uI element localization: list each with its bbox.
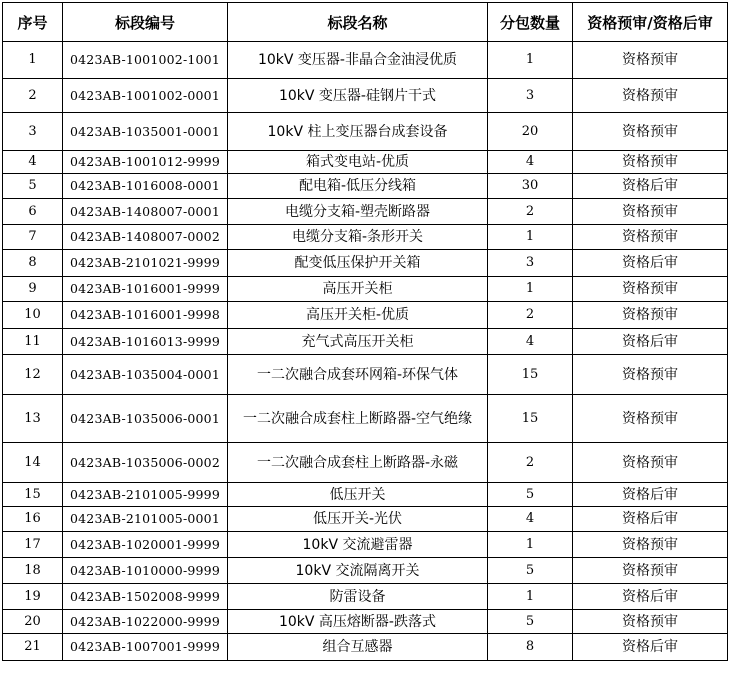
cell-section-code: 0423AB-1035006-0002 — [63, 443, 228, 483]
cell-package-count: 8 — [488, 634, 573, 661]
header-section-name: 标段名称 — [228, 3, 488, 42]
cell-serial-no: 8 — [3, 250, 63, 277]
table-row — [3, 174, 728, 199]
table-row — [3, 558, 728, 584]
cell-qualification: 资格预审 — [573, 395, 728, 443]
cell-qualification: 资格后审 — [573, 174, 728, 199]
cell-serial-no: 1 — [3, 42, 63, 79]
cell-package-count: 5 — [488, 483, 573, 507]
cell-package-count: 3 — [488, 250, 573, 277]
bid-section-table — [2, 2, 728, 661]
cell-section-code: 0423AB-1035001-0001 — [63, 113, 228, 151]
cell-section-code: 0423AB-1001012-9999 — [63, 151, 228, 174]
cell-section-name: 10kV 交流避雷器 — [228, 532, 488, 558]
cell-serial-no: 16 — [3, 507, 63, 532]
cell-section-name: 10kV 柱上变压器台成套设备 — [228, 113, 488, 151]
cell-qualification: 资格预审 — [573, 443, 728, 483]
cell-serial-no: 18 — [3, 558, 63, 584]
cell-section-name: 低压开关-光伏 — [228, 507, 488, 532]
cell-section-code: 0423AB-1035006-0001 — [63, 395, 228, 443]
cell-section-code: 0423AB-1016013-9999 — [63, 329, 228, 355]
cell-serial-no: 5 — [3, 174, 63, 199]
cell-serial-no: 2 — [3, 79, 63, 113]
cell-section-name: 低压开关 — [228, 483, 488, 507]
cell-section-name: 配变低压保护开关箱 — [228, 250, 488, 277]
cell-package-count: 1 — [488, 277, 573, 302]
cell-section-code: 0423AB-1001002-0001 — [63, 79, 228, 113]
cell-qualification: 资格预审 — [573, 610, 728, 634]
header-serial-no: 序号 — [3, 3, 63, 42]
cell-section-code: 0423AB-1010000-9999 — [63, 558, 228, 584]
cell-qualification: 资格预审 — [573, 355, 728, 395]
cell-package-count: 20 — [488, 113, 573, 151]
table-row — [3, 302, 728, 329]
cell-section-name: 组合互感器 — [228, 634, 488, 661]
cell-package-count: 2 — [488, 199, 573, 225]
cell-serial-no: 10 — [3, 302, 63, 329]
table-row — [3, 79, 728, 113]
table-row — [3, 151, 728, 174]
cell-section-code: 0423AB-1001002-1001 — [63, 42, 228, 79]
table-row — [3, 42, 728, 79]
cell-qualification: 资格预审 — [573, 151, 728, 174]
cell-section-name: 高压开关柜-优质 — [228, 302, 488, 329]
cell-section-name: 电缆分支箱-塑壳断路器 — [228, 199, 488, 225]
cell-serial-no: 3 — [3, 113, 63, 151]
cell-qualification: 资格后审 — [573, 250, 728, 277]
header-package-count: 分包数量 — [488, 3, 573, 42]
cell-qualification: 资格后审 — [573, 584, 728, 610]
cell-section-code: 0423AB-1016001-9999 — [63, 277, 228, 302]
table-row — [3, 395, 728, 443]
cell-qualification: 资格预审 — [573, 225, 728, 250]
table-row — [3, 634, 728, 661]
cell-qualification: 资格预审 — [573, 558, 728, 584]
cell-qualification: 资格预审 — [573, 79, 728, 113]
cell-package-count: 4 — [488, 151, 573, 174]
cell-section-name: 防雷设备 — [228, 584, 488, 610]
cell-serial-no: 12 — [3, 355, 63, 395]
cell-package-count: 15 — [488, 395, 573, 443]
cell-qualification: 资格预审 — [573, 302, 728, 329]
cell-section-name: 10kV 交流隔离开关 — [228, 558, 488, 584]
table-row — [3, 250, 728, 277]
cell-serial-no: 13 — [3, 395, 63, 443]
cell-package-count: 15 — [488, 355, 573, 395]
table-row — [3, 584, 728, 610]
cell-section-name: 充气式高压开关柜 — [228, 329, 488, 355]
cell-section-code: 0423AB-1007001-9999 — [63, 634, 228, 661]
cell-section-code: 0423AB-1016001-9998 — [63, 302, 228, 329]
cell-serial-no: 6 — [3, 199, 63, 225]
cell-package-count: 4 — [488, 507, 573, 532]
cell-section-name: 配电箱-低压分线箱 — [228, 174, 488, 199]
cell-qualification: 资格后审 — [573, 329, 728, 355]
table-row — [3, 329, 728, 355]
table-row — [3, 355, 728, 395]
cell-package-count: 5 — [488, 558, 573, 584]
cell-qualification: 资格预审 — [573, 113, 728, 151]
table-row — [3, 277, 728, 302]
cell-qualification: 资格后审 — [573, 483, 728, 507]
table-row — [3, 113, 728, 151]
cell-section-code: 0423AB-1408007-0001 — [63, 199, 228, 225]
cell-package-count: 2 — [488, 443, 573, 483]
cell-serial-no: 15 — [3, 483, 63, 507]
cell-section-name: 一二次融合成套环网箱-环保气体 — [228, 355, 488, 395]
cell-qualification: 资格预审 — [573, 199, 728, 225]
table-row — [3, 199, 728, 225]
cell-section-code: 0423AB-2101021-9999 — [63, 250, 228, 277]
cell-serial-no: 17 — [3, 532, 63, 558]
cell-serial-no: 11 — [3, 329, 63, 355]
cell-package-count: 2 — [488, 302, 573, 329]
cell-package-count: 1 — [488, 584, 573, 610]
cell-section-code: 0423AB-2101005-9999 — [63, 483, 228, 507]
cell-qualification: 资格后审 — [573, 634, 728, 661]
cell-serial-no: 20 — [3, 610, 63, 634]
cell-section-name: 10kV 高压熔断器-跌落式 — [228, 610, 488, 634]
cell-section-code: 0423AB-1020001-9999 — [63, 532, 228, 558]
table-header-row — [3, 3, 728, 42]
table-row — [3, 507, 728, 532]
table-row — [3, 610, 728, 634]
cell-package-count: 1 — [488, 225, 573, 250]
cell-package-count: 1 — [488, 532, 573, 558]
cell-package-count: 3 — [488, 79, 573, 113]
header-section-code: 标段编号 — [63, 3, 228, 42]
cell-serial-no: 4 — [3, 151, 63, 174]
header-qualification: 资格预审/资格后审 — [573, 3, 728, 42]
table-row — [3, 483, 728, 507]
cell-section-name: 10kV 变压器-非晶合金油浸优质 — [228, 42, 488, 79]
cell-section-name: 一二次融合成套柱上断路器-空气绝缘 — [228, 395, 488, 443]
cell-section-name: 10kV 变压器-硅钢片干式 — [228, 79, 488, 113]
cell-section-code: 0423AB-1016008-0001 — [63, 174, 228, 199]
table-row — [3, 443, 728, 483]
cell-section-code: 0423AB-2101005-0001 — [63, 507, 228, 532]
cell-section-code: 0423AB-1502008-9999 — [63, 584, 228, 610]
cell-section-code: 0423AB-1408007-0002 — [63, 225, 228, 250]
cell-serial-no: 21 — [3, 634, 63, 661]
cell-serial-no: 9 — [3, 277, 63, 302]
cell-package-count: 4 — [488, 329, 573, 355]
cell-section-name: 高压开关柜 — [228, 277, 488, 302]
cell-section-code: 0423AB-1022000-9999 — [63, 610, 228, 634]
cell-section-name: 电缆分支箱-条形开关 — [228, 225, 488, 250]
cell-section-code: 0423AB-1035004-0001 — [63, 355, 228, 395]
cell-package-count: 1 — [488, 42, 573, 79]
table-row — [3, 225, 728, 250]
table-row — [3, 532, 728, 558]
cell-qualification: 资格后审 — [573, 507, 728, 532]
cell-package-count: 30 — [488, 174, 573, 199]
cell-section-name: 箱式变电站-优质 — [228, 151, 488, 174]
cell-package-count: 5 — [488, 610, 573, 634]
cell-serial-no: 7 — [3, 225, 63, 250]
cell-qualification: 资格预审 — [573, 42, 728, 79]
cell-serial-no: 19 — [3, 584, 63, 610]
cell-serial-no: 14 — [3, 443, 63, 483]
cell-qualification: 资格预审 — [573, 277, 728, 302]
cell-section-name: 一二次融合成套柱上断路器-永磁 — [228, 443, 488, 483]
cell-qualification: 资格预审 — [573, 532, 728, 558]
